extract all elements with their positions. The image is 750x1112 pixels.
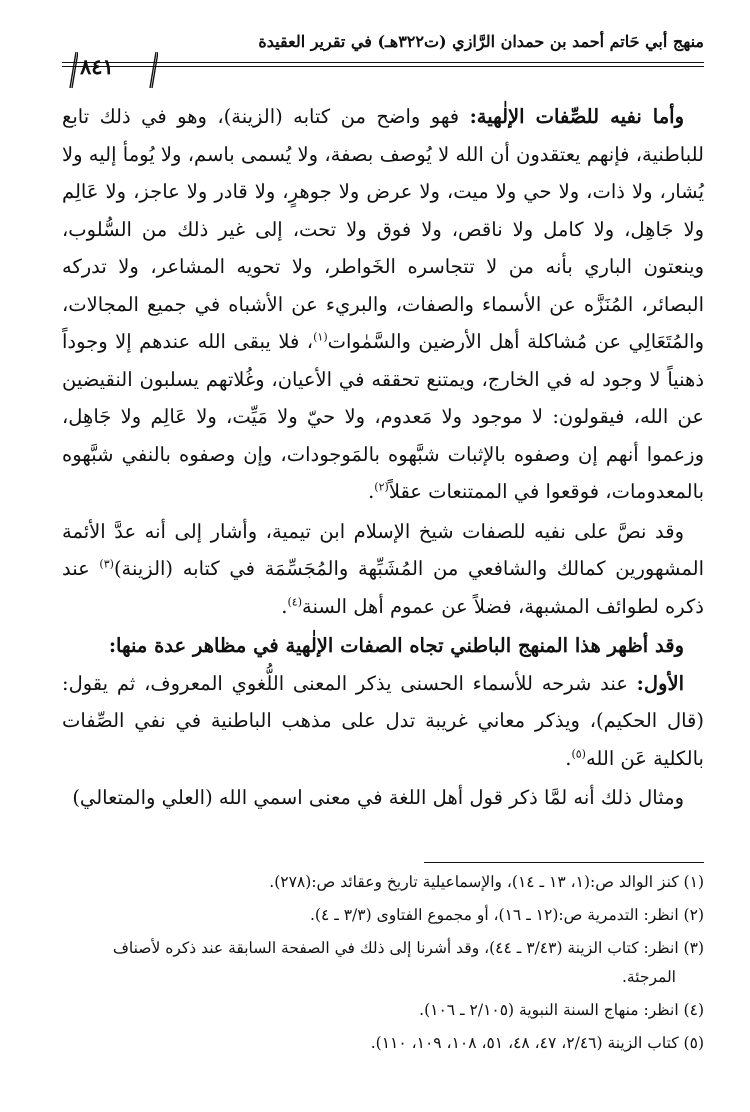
footnote-ref-2[interactable]: (٢)	[374, 480, 389, 494]
paragraph-text: ، فلا يبقى الله عندهم إلا وجوداً ذهنياً لا وجود له في الخارج، ويمتنع تحققه في الأعيان، وغُلاتهم يسلبون النقيضين عن الله، فيقولون: لا موجود ولا مَعدوم، ولا حيّ ولا مَيِّت، ولا عَالِم ولا جَاهِل، وزعموا أنهم إن وصفوه بالإثبات شبَّهوه بالمَوجودات، وإن وصفوه بالنفي شبَّهوه بالمعدومات، فوقعوا في الممتنعات عقلاً	[62, 330, 704, 503]
paragraph-text: عند ذكره لطوائف المشبهة، فضلاً عن عموم أهل السنة	[62, 557, 704, 618]
header-rule-upper	[62, 62, 704, 63]
paragraph-end: .	[281, 594, 288, 618]
footnote-3: (٣) انظر: كتاب الزينة (٣/٤٣ ـ ٤٤)، وقد أشرنا إلى ذلك في الصفحة السابقة عند ذكره لأصناف المرجئة.	[112, 939, 704, 986]
page-number-bracket-right	[148, 50, 158, 90]
footnotes	[62, 868, 704, 1062]
footnote-4: (٤) انظر: منهاج السنة النبوية (٢/١٠٥ ـ ١٠٦).	[419, 1001, 704, 1019]
footnote-ref-5[interactable]: (٥)	[571, 747, 586, 760]
paragraph-first-aspect	[62, 665, 704, 778]
page-number-bracket-left	[68, 50, 78, 90]
footnote-ref-4[interactable]: (٤)	[287, 595, 302, 608]
header-rule-lower	[62, 66, 704, 67]
paragraph-attributes-negation	[62, 98, 704, 511]
paragraph-end: .	[565, 746, 572, 770]
running-title: منهج أبي حَاتم أحمد بن حمدان الرَّازي (ت٣٢٢هـ) في تقرير العقيدة	[258, 32, 704, 51]
footnote-separator	[424, 862, 704, 863]
paragraph-end: .	[368, 480, 375, 503]
paragraph-example: ومثال ذلك أنه لمَّا ذكر قول أهل اللغة في معنى اسمي الله (العلي والمتعالي)	[72, 786, 684, 809]
paragraph-text: وقد نصَّ على نفيه للصفات شيخ الإسلام ابن تيمية، وأشار إلى أنه عدَّ الأئمة المشهورين كمالك والشافعي من المُشَبِّهة والمُجَسِّمَة في كتابه (الزينة)	[62, 519, 704, 580]
paragraph-lead: الأول:	[636, 671, 684, 695]
footnote-ref-3[interactable]: (٣)	[99, 557, 114, 571]
footnote-5: (٥) كتاب الزينة (٢/٤٦، ٤٧، ٤٨، ٥١، ١٠٨، ١٠٩، ١١٠).	[370, 1034, 704, 1052]
paragraph-text: فهو واضح من كتابه (الزينة)، وهو في ذلك تابع للباطنية، فإنهم يعتقدون أن الله لا يُوصف بصفة، ولا يُسمى باسم، ولا يُومأ إليه ولا يُشار، ولا ذات، ولا حي ولا ميت، ولا عرض ولا جوهرٍ، ولا قادر ولا عاجز، ولا عَالِم ولا جَاهِل، ولا كامل ولا ناقص، ولا فوق ولا تحت، إلى غير ذلك من السُّلوب، وينعتون الباري بأنه من لا تتجاسره الخَواطر، ولا تحويه المشاعر، ولا تدركه البصائر، المُنَزَّه عن الأسماء والصفات، والبريء عن الأشباه في جميع المجالات، والمُتَعَالِي عن مُشاكلة أهل الأرضين والسَّمٰوات	[62, 105, 704, 353]
page-number: ٨٤١	[80, 54, 114, 79]
footnote-1: (١) كنز الوالد ص:(١، ١٣ ـ ١٤)، والإسماعيلية تاريخ وعقائد ص:(٢٧٨).	[269, 873, 704, 891]
main-text	[62, 98, 704, 817]
paragraph-ibn-taymiyya	[62, 513, 704, 626]
running-header	[62, 28, 704, 88]
footnote-ref-1[interactable]: (١)	[313, 330, 328, 344]
paragraph-lead: وأما نفيه للصِّفات الإلٰهية:	[469, 105, 684, 128]
footnote-2: (٢) انظر: التدمرية ص:(١٢ ـ ١٦)، أو مجموع الفتاوى (٣/٣ ـ ٤).	[310, 906, 704, 924]
section-heading: وقد أظهر هذا المنهج الباطني تجاه الصفات الإلٰهية في مظاهر عدة منها:	[108, 634, 684, 657]
paragraph-text: عند شرحه للأسماء الحسنى يذكر المعنى اللُّغوي المعروف، ثم يقول: (قال الحكيم)، ويذكر معاني غريبة تدل على مذهب الباطنية في نفي الصِّفات بالكلية عَن الله	[62, 671, 704, 770]
